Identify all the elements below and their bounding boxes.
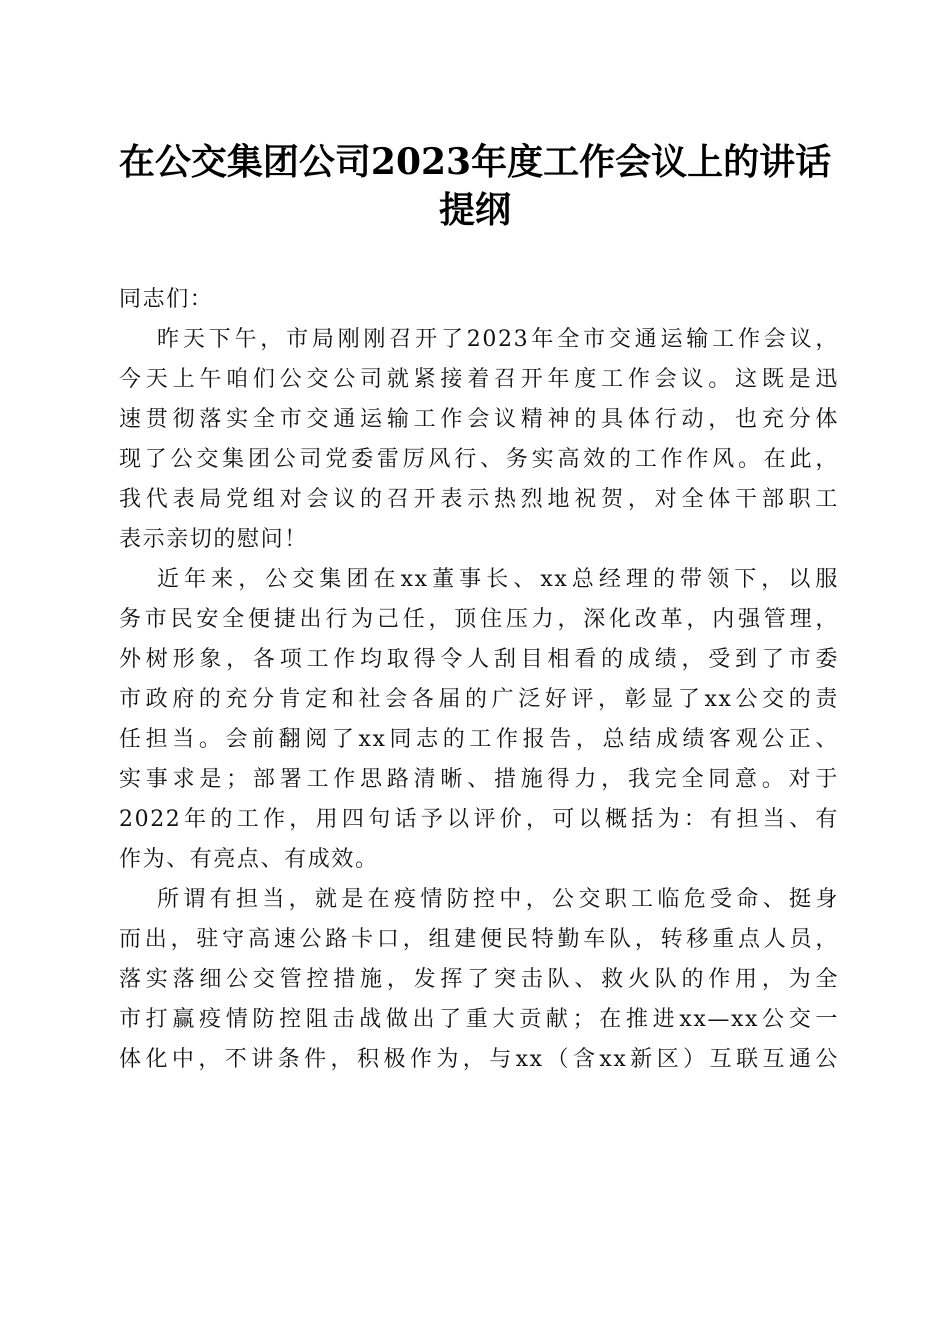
paragraph-line: 今天上午咱们公交公司就紧接着召开年度工作会议。这既是迅 xyxy=(119,367,839,392)
paragraph-line: 落实落细公交管控措施，发挥了突击队、救火队的作用，为全 xyxy=(119,967,839,992)
paragraph-line: 所谓有担当，就是在疫情防控中，公交职工临危受命、挺身 xyxy=(157,887,839,912)
paragraph-line: 实事求是；部署工作思路清晰、措施得力，我完全同意。对于 xyxy=(119,767,839,792)
paragraph-line: 任担当。会前翻阅了xx同志的工作报告，总结成绩客观公正、 xyxy=(119,727,839,752)
paragraph-line: 表示亲切的慰问！ xyxy=(119,527,308,552)
paragraph-line: 近年来，公交集团在xx董事长、xx总经理的带领下，以服 xyxy=(157,567,839,592)
paragraph xyxy=(119,320,839,560)
salutation: 同志们： xyxy=(119,287,214,312)
paragraph-line: 市政府的充分肯定和社会各届的广泛好评，彰显了xx公交的责 xyxy=(119,687,839,712)
paragraph xyxy=(119,880,839,1080)
document-title xyxy=(110,138,840,234)
paragraph-line: 而出，驻守高速公路卡口，组建便民特勤车队，转移重点人员， xyxy=(119,927,839,952)
paragraph-line: 外树形象，各项工作均取得令人刮目相看的成绩，受到了市委 xyxy=(119,647,839,672)
document-body xyxy=(119,280,839,1080)
paragraph-line: 市打赢疫情防控阻击战做出了重大贡献；在推进xx—xx公交一 xyxy=(119,1007,839,1032)
paragraph xyxy=(119,560,839,880)
paragraph-line: 昨天下午，市局刚刚召开了2023年全市交通运输工作会议， xyxy=(157,327,839,352)
paragraph-line: 现了公交集团公司党委雷厉风行、务实高效的工作作风。在此， xyxy=(119,447,839,472)
paragraph-line: 2022年的工作，用四句话予以评价，可以概括为：有担当、有 xyxy=(119,807,839,832)
paragraph-line: 作为、有亮点、有成效。 xyxy=(119,847,379,872)
paragraph-line: 体化中，不讲条件，积极作为，与xx（含xx新区）互联互通公 xyxy=(119,1047,839,1072)
title-line-1: 在公交集团公司2023年度工作会议上的讲话 xyxy=(118,141,832,183)
paragraph-line: 务市民安全便捷出行为己任，顶住压力，深化改革，内强管理， xyxy=(119,607,839,632)
paragraph-line: 速贯彻落实全市交通运输工作会议精神的具体行动，也充分体 xyxy=(119,407,839,432)
paragraph-line: 我代表局党组对会议的召开表示热烈地祝贺，对全体干部职工 xyxy=(119,487,839,512)
title-line-2: 提纲 xyxy=(438,189,511,231)
